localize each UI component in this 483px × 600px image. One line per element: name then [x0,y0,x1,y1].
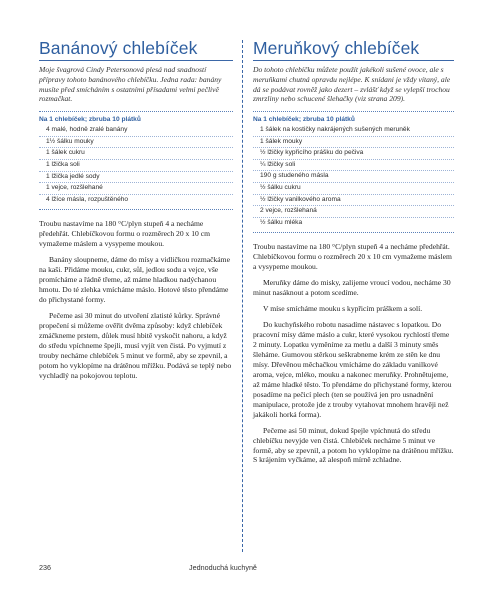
ingredient-item: ½ lžičky vanilkového aroma [253,195,454,207]
ingredients-box [253,111,454,233]
recipe-title: Meruňkový chlebíček [253,38,420,58]
method-step: Do kuchyňského robotu nasadíme nástavec s lopatkou. Do pracovní mísy dáme máslo a cukr, které vysokou rychlostí třeme 2 minuty. Lopatku vyměníme za metlu a další 3 minuty směs šleháme. Gumovou stěrkou seškrabneme krém ze stěn ke dnu mísy. Dřevěnou měchačkou vmícháme do základu vanilkové aroma, vejce, mléko, mouku a nakonec meruňky. Prohnětujeme, až máme hladké těsto. To přendáme do přichystané formy, kterou posadíme na pečicí plech (ten se používá jen pro usnadnění manipulace, protože jde z trouby vytahovat mnohem hravěji než jakákoli horká forma). [253,320,452,419]
ingredient-item: 1 šálek na kostičky nakrájených sušených meruněk [253,125,454,136]
method-step: Troubu nastavíme na 180 °C/plyn stupeň 4 a necháme předehřát. Chlebíčkovou formu o rozměrech 20 x 10 cm vymažeme máslem a vysypeme moukou. [39,219,211,249]
method-step: Pečeme asi 30 minut do utvoření zlatisté kůrky. Správné propečení si můžeme ověřit dvěma způsoby: když chlebíček zmáčkneme prstem, důlek musí hbitě vyskočit nahoru, a když do středu vpíchneme špejli, musí vyjít ven čistá. Po vyjmutí z trouby necháme chlebíček 5 minut ve formě, aby se zpevnil, a potom ho vyklopíme na drátěnou mřížku. Podává se teplý nebo vychladlý na pokojovou teplotu. [39,310,232,380]
running-title: Jednoduchá kuchyně [189,563,257,572]
page-number: 236 [39,563,51,572]
ingredient-list [253,125,454,228]
ingredient-list [39,125,233,205]
ingredient-item: 4 lžíce másla, rozpuštěného [46,195,129,203]
ingredient-item: 1 lžička jedlé sody [39,172,233,184]
title-underline [39,60,233,61]
recipe-yield: Na 1 chlebíček; zbruba 10 plátků [253,116,355,124]
method-step: Troubu nastavíme na 180 °C/plyn stupeň 4 a necháme předehřát. Chlebíčkovou formu o rozměrech 20 x 10 cm vymažeme máslem a vysypeme moukou. [253,242,452,272]
method-step: Banány sloupneme, dáme do mísy a vidličkou rozmačkáme na kaši. Přidáme mouku, cukr, sůl, jedlou sodu a vejce, vše promícháme a řádně třeme, až máme hladkou nadýchanou hmotu. Do té zlehka vmícháme máslo. Hotové těsto přendáme do přichystané formy. [39,255,230,305]
ingredient-item: 1½ šálku mouky [39,137,233,149]
ingredient-item: ½ lžičky kypřicího prášku do pečiva [253,148,454,160]
ingredient-item: 1 vejce, rozšlehané [39,183,233,195]
ingredient-item: 4 malé, hodně zralé banány [39,125,233,137]
ingredient-item: ¼ lžičky soli [253,160,454,172]
recipe-title: Banánový chlebíček [39,38,198,58]
recipe-intro: Do tohoto chlebíčku můžete použít jakékoli sušené ovoce, ale s meruňkami chutná opravdu nejlépe. K snídani je vždy vítaný, ale dá se podávat rovněž jako dezert – zvlášť když se vylepší trochou zmrzliny nebo schucené šlehačky (viz strana 209). [253,65,451,104]
column-divider [242,40,243,552]
ingredient-item: 1 šálek cukru [39,148,233,160]
ingredient-item: ½ šálku cukru [253,183,454,195]
recipe-banana-bread [39,38,233,387]
ingredient-item: 190 g studeného másla [253,171,454,183]
recipe-apricot-bread [253,38,454,471]
ingredients-box [39,111,233,210]
ingredient-item: 2 vejce, rozšlehaná [253,206,454,218]
ingredient-item: 1 šálek mouky [253,137,454,149]
method-step: Meruňky dáme do misky, zalijeme vroucí vodou, necháme 30 minut nasáknout a potom scedíme. [253,278,451,298]
method-step: V míse smícháme mouku s kypřicím práškem a solí. [263,304,423,314]
recipe-yield: Na 1 chlebíček; zbruba 10 plátků [39,116,141,124]
method-step: Pečeme asi 50 minut, dokud špejle vpíchnutá do středu chlebíčku nevyjde ven čistá. Chlebíček necháme 5 minut ve formě, aby se zpevnil, a potom ho vyklopíme na drátěnou mřížku. S krájením vyčkáme, až alespoň mírně zchladne. [253,425,454,465]
ingredient-item: 1 lžička soli [39,160,233,172]
recipe-intro: Moje švagrová Cindy Petersonová plesá nad snadností přípravy tohoto banánového chlebíčku. Jedna rada: banány musíte před smícháním s ostatními přísadami velmi pečlivě rozmačkat. [39,65,222,104]
ingredient-item: ½ šálku mléka [260,218,303,226]
title-underline [253,60,454,61]
